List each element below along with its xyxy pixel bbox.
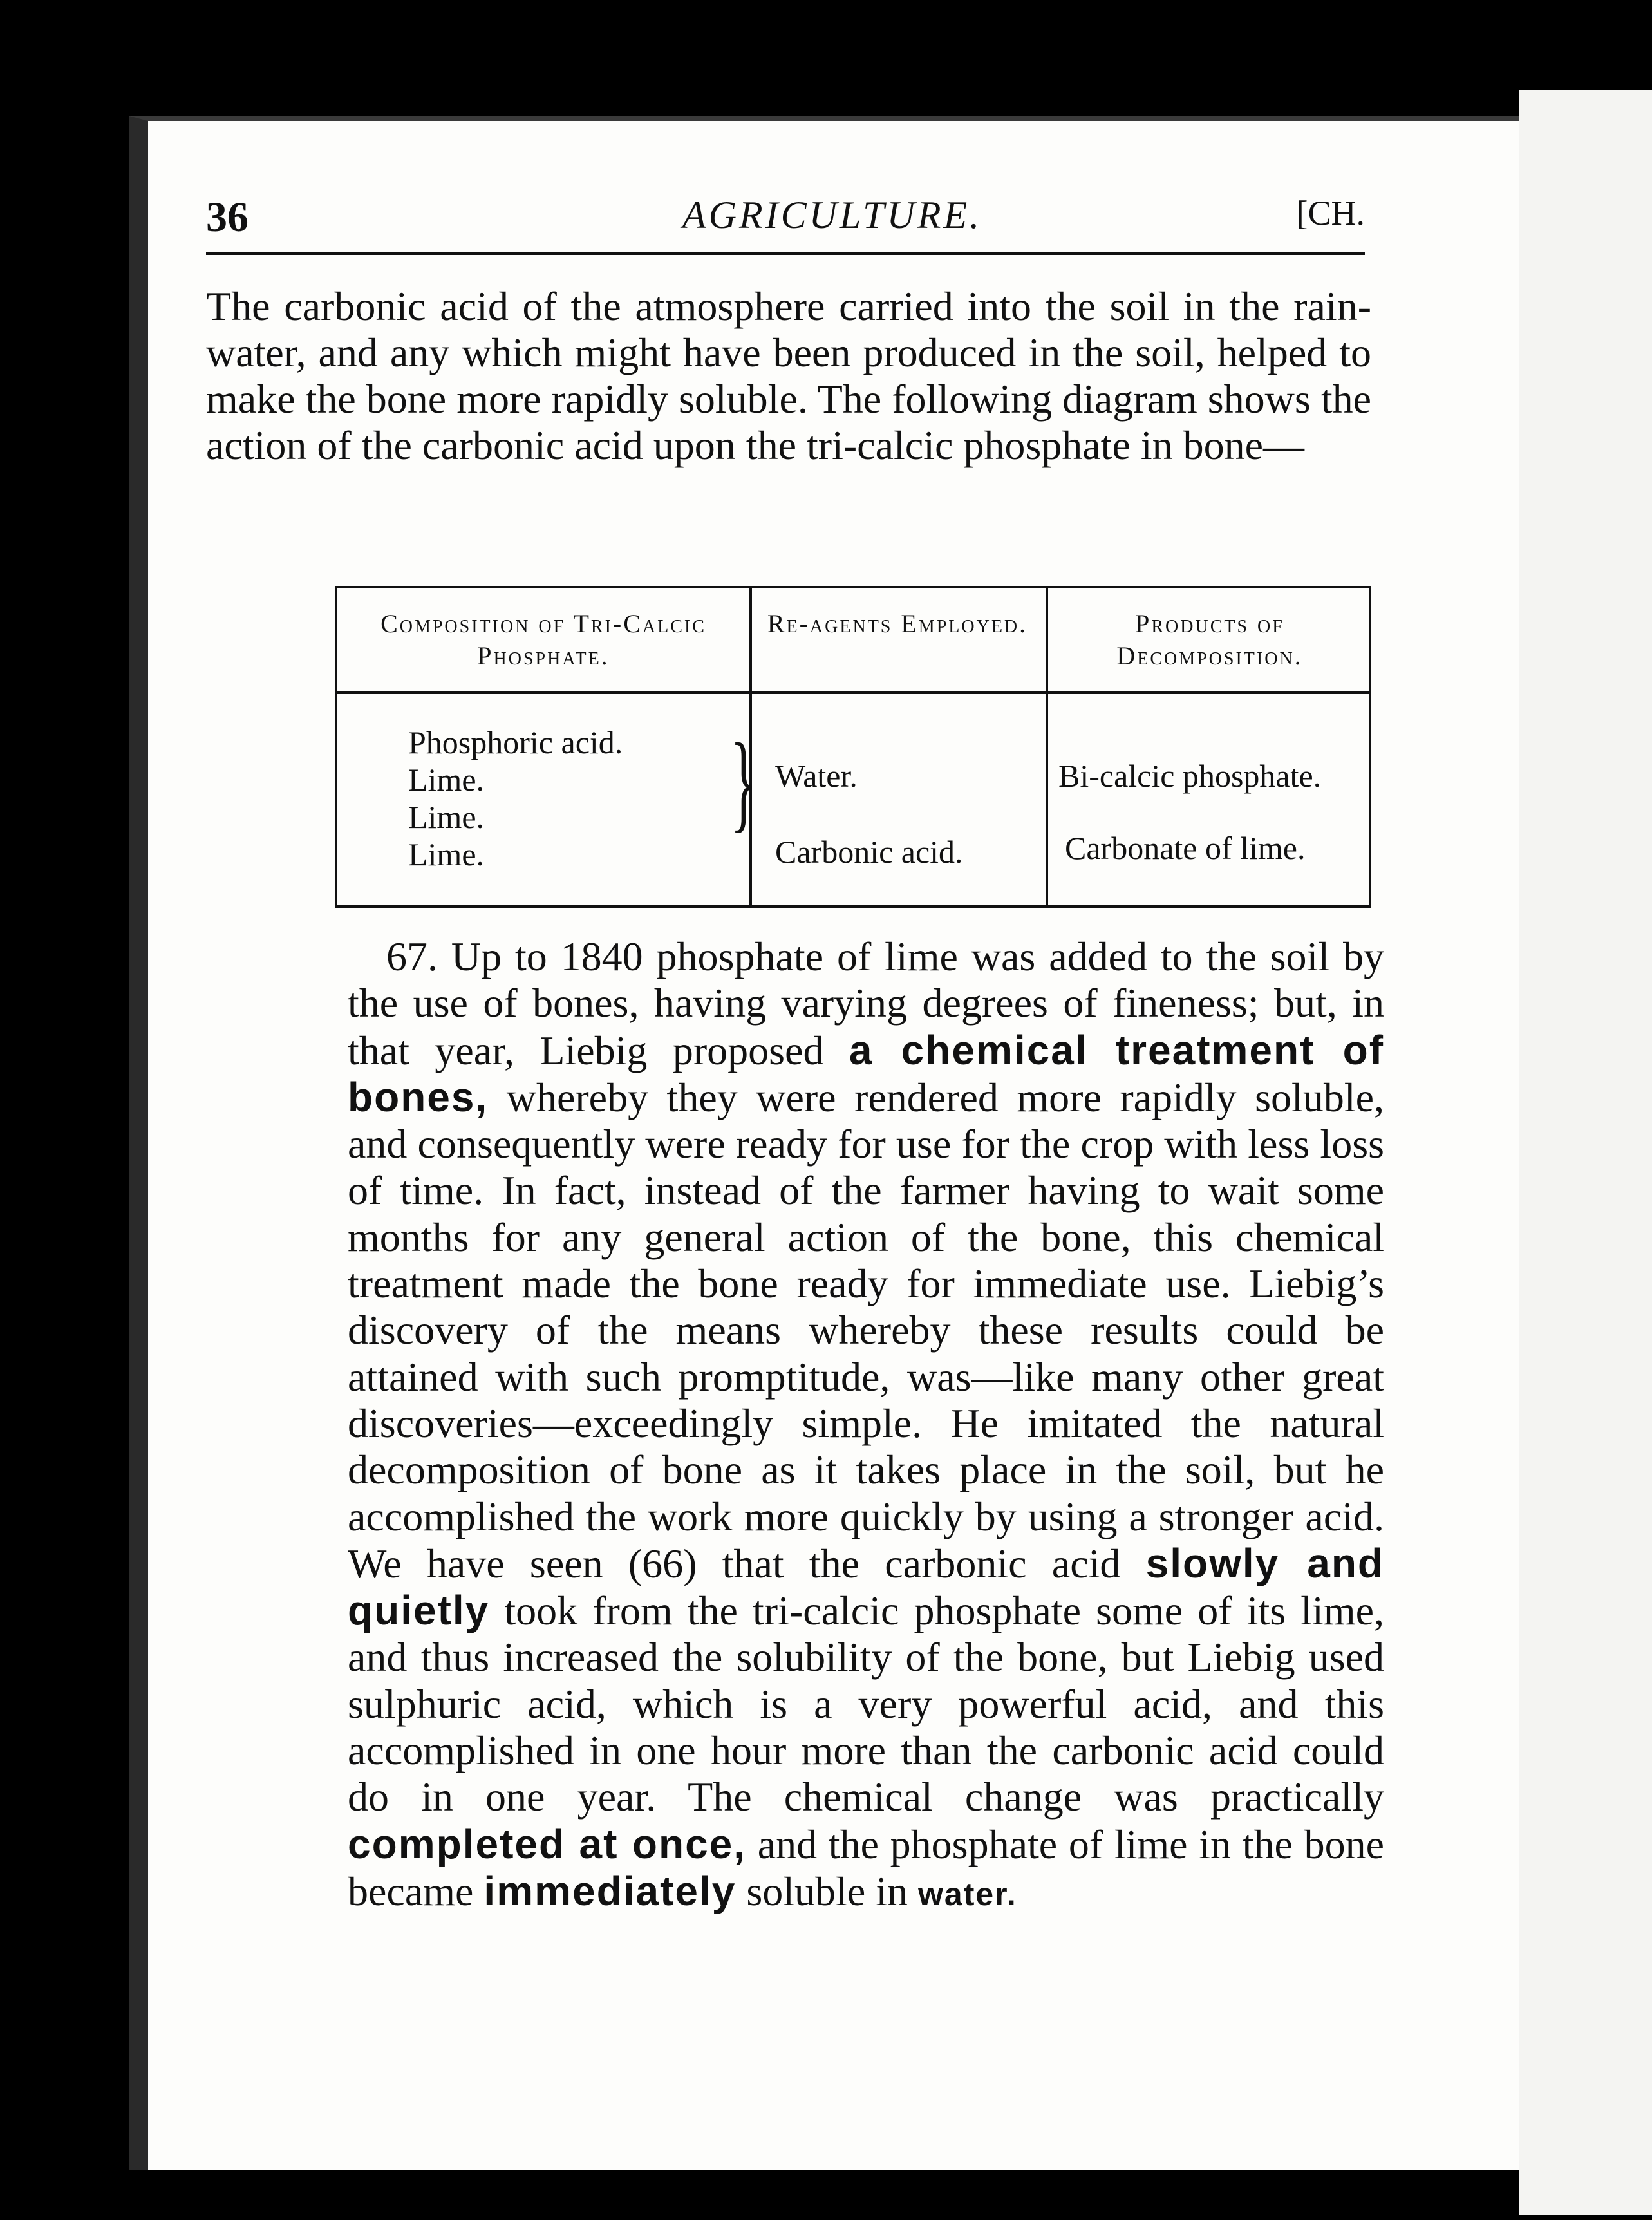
page-header [206,187,1365,251]
adjacent-page-edge [1519,90,1652,2215]
table-header-rule [337,691,1369,694]
composition-item: Phosphoric acid. [408,724,623,760]
reagent-item: Water. [775,758,858,794]
paragraph-67 [348,934,1384,1917]
brace-icon: } [730,721,757,842]
product-item: Carbonate of lime. [1065,830,1306,866]
emphasis-run: a chemical treatment of bones, [348,1026,1385,1120]
text-run: soluble in [736,1868,918,1914]
running-title: AGRICULTURE. [682,194,982,236]
phosphate-decomposition-table [335,586,1371,908]
intro-paragraph: The carbonic acid of the atmosphere carried into the soil in the rain-water, and any which might have been produced in the soil, helped to make the bone more rapidly soluble. The following diagram shows the action of the carbonic acid upon the tri-calcic phosphate in bone— [206,283,1371,468]
emphasis-run: slowly and quietly [348,1539,1385,1634]
product-item: Bi-calcic phosphate. [1058,758,1322,794]
header-rule [206,252,1365,255]
text-run: took from the tri-calcic phosphate some of its lime, and thus increased the solubility of the bone, but Liebig used sulphuric acid, which is a very powerful acid, and this accomplished in one hour more than the carbonic acid could do in one year. The chemical change was practically [348,1588,1384,1820]
table-column-divider [1046,588,1048,905]
emphasis-run: immediately [483,1867,737,1914]
table-header-composition: Composition of Tri-Calcic Phosphate. [380,609,706,670]
chapter-mark: [CH. [1296,194,1365,232]
emphasis-run: water. [918,1876,1017,1912]
composition-item: Lime. [408,762,485,798]
table-header-products: Products of Decomposition. [1116,609,1303,670]
emphasis-run: completed at once, [348,1820,747,1867]
reagent-item: Carbonic acid. [775,834,963,870]
text-run: and the phosphate of lime in the bone became [348,1821,1385,1914]
table-header-reagents: Re-agents Employed. [767,609,1028,638]
page-number: 36 [206,194,249,241]
text-run: 67. Up to 1840 phosphate of lime was added to the soil by the use of bones, having varying degrees of fineness; but, in that year, Liebig proposed [348,934,1384,1073]
text-run: whereby they were rendered more rapidly soluble, and consequently were ready for use for the crop with less loss of time. In fact, instead of the farmer having to wait some months for any general action of the bone, this chemical treatment made the bone ready for immediate use. Liebig’s discovery of the means whereby these results could be attained with such promptitude, was—like many other great discoveries—exceedingly simple. He imitated the natural decomposition of bone as it takes place in the soil, but he accomplished the work more quickly by using a stronger acid. We have seen (66) that the carbonic acid [348,1074,1384,1586]
composition-item: Lime. [408,799,485,835]
composition-item: Lime. [408,836,485,872]
paragraph-67-text [348,934,1384,1917]
